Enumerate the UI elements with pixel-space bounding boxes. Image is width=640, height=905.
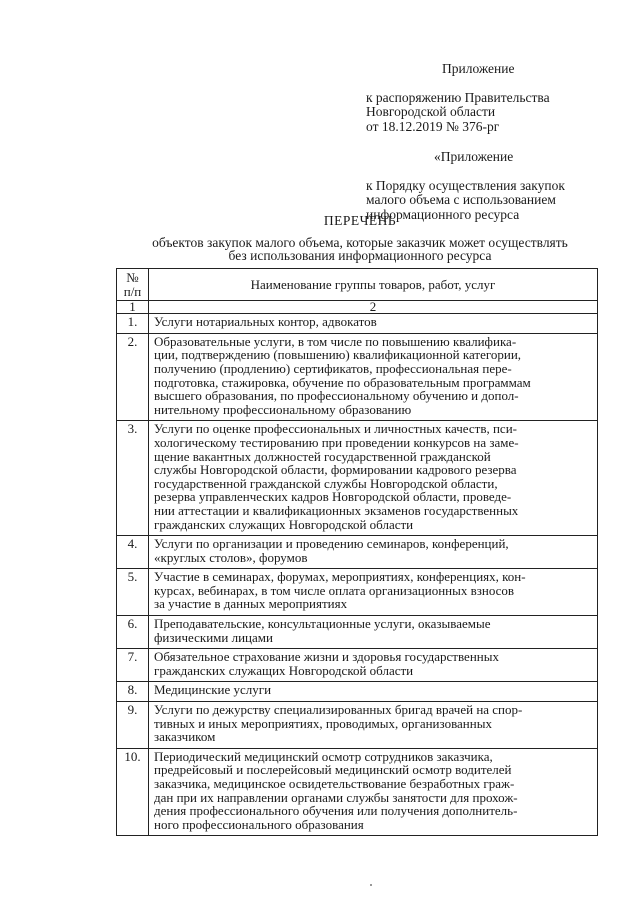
appendix-line-2: к Порядку осуществления закупок (366, 177, 565, 193)
table-row (117, 616, 598, 649)
col-number-header (117, 269, 149, 301)
row-description-line: курсах, вебинарах, в том числе оплата организационных взносов (154, 582, 515, 598)
row-description-line: щение вакантных должностей государственной гражданской (154, 448, 491, 464)
row-description-line: подготовка, стажировка, обучение по образовательным программам (154, 374, 531, 390)
row-number: 10. (117, 748, 149, 836)
row-description-line: предрейсовый и послерейсовый медицинский осмотр водителей (154, 762, 512, 778)
appendix-title-2: «Приложение (434, 149, 514, 164)
appendix-line-2: информационного ресурса (366, 206, 520, 222)
row-description-line: Услуги по организации и проведению семинаров, конференций, (154, 536, 509, 552)
row-description-line: службы Новгородской области, формировании кадрового резерва (154, 462, 517, 478)
row-description (149, 682, 598, 702)
document-subtitle-line: без использования информационного ресурса (228, 248, 492, 263)
col-number-header-line: № (126, 270, 139, 285)
appendix-line: от 18.12.2019 № 376-рг (366, 118, 500, 134)
row-description-line: нительному профессиональному образованию (154, 401, 412, 417)
row-description-line: получению (продлению) сертификатов, профессиональная пере- (154, 360, 512, 376)
appendix-title: Приложение (442, 61, 515, 76)
row-description-line: Периодический медицинский осмотр сотрудников заказчика, (154, 748, 493, 764)
row-description-line: гражданских служащих Новгородской области (154, 662, 414, 678)
row-description (149, 748, 598, 836)
row-description-line: ного профессионального образования (154, 816, 364, 832)
row-number: 9. (117, 702, 149, 749)
col-number-header-line: п/п (123, 283, 142, 299)
row-description (149, 649, 598, 682)
row-number: 2. (117, 333, 149, 421)
row-number: 4. (117, 536, 149, 569)
row-number: 6. (117, 616, 149, 649)
row-description-line: гражданских служащих Новгородской области (154, 516, 414, 532)
row-description-line: тивных и иных мероприятиях, проводимых, организованных (154, 715, 492, 731)
row-number: 7. (117, 649, 149, 682)
row-description-line: хологическому тестированию при проведении конкурсов на заме- (154, 434, 519, 450)
table-row (117, 536, 598, 569)
row-description-line: Услуги по дежурству специализированных бригад врачей на спор- (154, 702, 523, 718)
col-index-2: 2 (149, 301, 598, 314)
table-row (117, 569, 598, 616)
table-body (117, 314, 598, 836)
table-row (117, 748, 598, 836)
col-index-1: 1 (117, 301, 149, 314)
row-description-line: Обязательное страхование жизни и здоровья государственных (154, 649, 499, 665)
procurement-table (116, 268, 598, 836)
row-description-line: «круглых столов», форумов (154, 549, 308, 565)
appendix-block (366, 62, 626, 222)
row-description-line: ции, подтверждению (повышению) квалификационной категории, (154, 347, 522, 363)
row-description (149, 421, 598, 536)
row-description (149, 314, 598, 334)
row-number: 8. (117, 682, 149, 702)
row-description-line: физическими лицами (154, 629, 273, 645)
row-description (149, 702, 598, 749)
row-description-line: дан при их направлении органами службы занятости для прохож- (154, 789, 518, 805)
document-title: ПЕРЕЧЕНЬ (323, 213, 397, 228)
table-row (117, 682, 598, 702)
row-description-line: Преподавательские, консультационные услуги, оказываемые (154, 616, 491, 632)
row-description (149, 616, 598, 649)
row-description-line: государственной гражданской службы Новгородской области, (154, 475, 498, 491)
row-description-line: резерва управленческих кадров Новгородской области, проведе- (154, 489, 512, 505)
row-description-line: Медицинские услуги (154, 682, 272, 698)
row-description-line: за участие в данных мероприятиях (154, 596, 348, 612)
row-description-line: заказчика, медицинское освидетельствование безработных граж- (154, 776, 515, 791)
table-header-row (117, 269, 598, 301)
row-description-line: Участие в семинарах, форумах, мероприятиях, конференциях, кон- (154, 569, 526, 585)
row-description-line: дения профессионального обучения или получения дополнитель- (154, 803, 518, 819)
appendix-line-2: малого объема с использованием (366, 192, 556, 207)
row-description (149, 536, 598, 569)
document-heading (110, 214, 610, 263)
row-number: 1. (117, 314, 149, 334)
table-row (117, 421, 598, 536)
row-description-line: Услуги по оценке профессиональных и личностных качеств, пси- (154, 421, 517, 437)
row-description-line: Образовательные услуги, в том числе по повышению квалифика- (154, 333, 517, 349)
table-row (117, 649, 598, 682)
row-description-line: заказчиком (154, 729, 216, 745)
row-description-line: Услуги нотариальных контор, адвокатов (154, 314, 377, 330)
appendix-line: к распоряжению Правительства (366, 89, 550, 105)
row-description-line: нии аттестации и квалификационных экзаменов государственных (154, 502, 519, 518)
scan-speck (370, 884, 372, 886)
row-description-line: высшего образования, по профессиональному обучению и допол- (154, 388, 519, 404)
row-description (149, 569, 598, 616)
table-row (117, 314, 598, 334)
table-row (117, 702, 598, 749)
row-number: 5. (117, 569, 149, 616)
document-subtitle-line: объектов закупок малого объема, которые заказчик может осуществлять (152, 234, 568, 250)
table-index-row (117, 301, 598, 314)
row-description (149, 333, 598, 421)
table-row (117, 333, 598, 421)
col-name-header: Наименование группы товаров, работ, услуг (149, 269, 598, 301)
appendix-line: Новгородской области (366, 104, 496, 119)
row-number: 3. (117, 421, 149, 536)
